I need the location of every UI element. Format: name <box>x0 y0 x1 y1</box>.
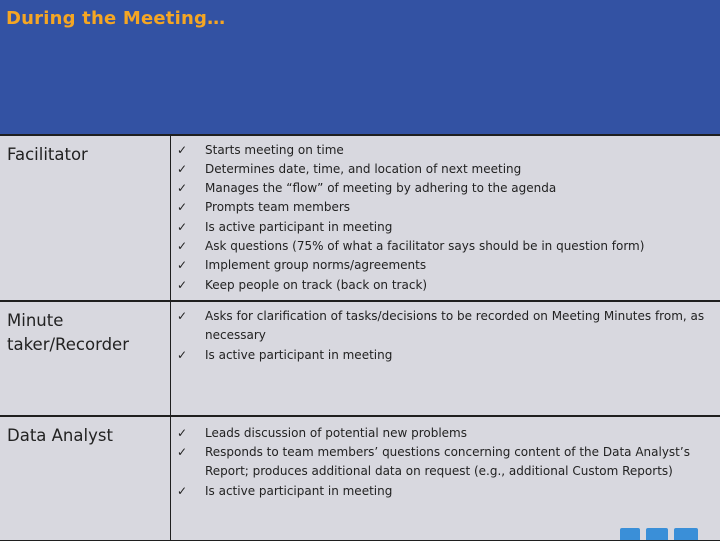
task-text: Is active participant in meeting <box>205 484 393 498</box>
logo-shape <box>646 528 668 540</box>
slide-header <box>0 0 720 134</box>
task-text: Starts meeting on time <box>205 143 344 157</box>
task-text: Keep people on track (back on track) <box>205 278 428 292</box>
role-cell <box>0 136 171 302</box>
task-text: Asks for clarification of tasks/decisions to be recorded on Meeting Minutes from, as necessary <box>205 309 705 343</box>
logo-shape <box>674 528 698 540</box>
check-icon: ✓ <box>177 426 188 440</box>
role-cell <box>0 302 171 417</box>
check-icon: ✓ <box>177 239 188 253</box>
role-name: Minute taker/Recorder <box>7 311 129 354</box>
task-text: Responds to team members’ questions concerning content of the Data Analyst’s Report; produces additional data on request (e.g., additional Custom Reports) <box>205 445 690 479</box>
check-icon: ✓ <box>177 181 188 195</box>
check-icon: ✓ <box>177 278 188 292</box>
check-icon: ✓ <box>177 309 188 323</box>
tasks-cell <box>171 136 720 302</box>
role-row-minute-taker <box>0 300 720 417</box>
task-text: Determines date, time, and location of next meeting <box>205 162 522 176</box>
check-icon: ✓ <box>177 348 188 362</box>
task-text: Is active participant in meeting <box>205 348 393 362</box>
task-text: Leads discussion of potential new problems <box>205 426 467 440</box>
task-text: Ask questions (75% of what a facilitator says should be in question form) <box>205 239 645 253</box>
check-icon: ✓ <box>177 200 188 214</box>
task-text: Manages the “flow” of meeting by adhering to the agenda <box>205 181 557 195</box>
role-name: Data Analyst <box>7 426 113 445</box>
check-icon: ✓ <box>177 445 188 459</box>
task-text: Is active participant in meeting <box>205 220 393 234</box>
slide-title: During the Meeting… <box>6 8 226 29</box>
task-text: Implement group norms/agreements <box>205 258 427 272</box>
logo-fragment <box>618 522 720 540</box>
role-name: Facilitator <box>7 145 88 164</box>
logo-shape <box>620 528 640 540</box>
tasks-cell <box>171 302 720 417</box>
check-icon: ✓ <box>177 143 188 157</box>
role-cell <box>0 417 171 540</box>
role-row-data-analyst <box>0 415 720 541</box>
check-icon: ✓ <box>177 484 188 498</box>
check-icon: ✓ <box>177 258 188 272</box>
role-row-facilitator <box>0 134 720 302</box>
check-icon: ✓ <box>177 162 188 176</box>
task-text: Prompts team members <box>205 200 351 214</box>
check-icon: ✓ <box>177 220 188 234</box>
